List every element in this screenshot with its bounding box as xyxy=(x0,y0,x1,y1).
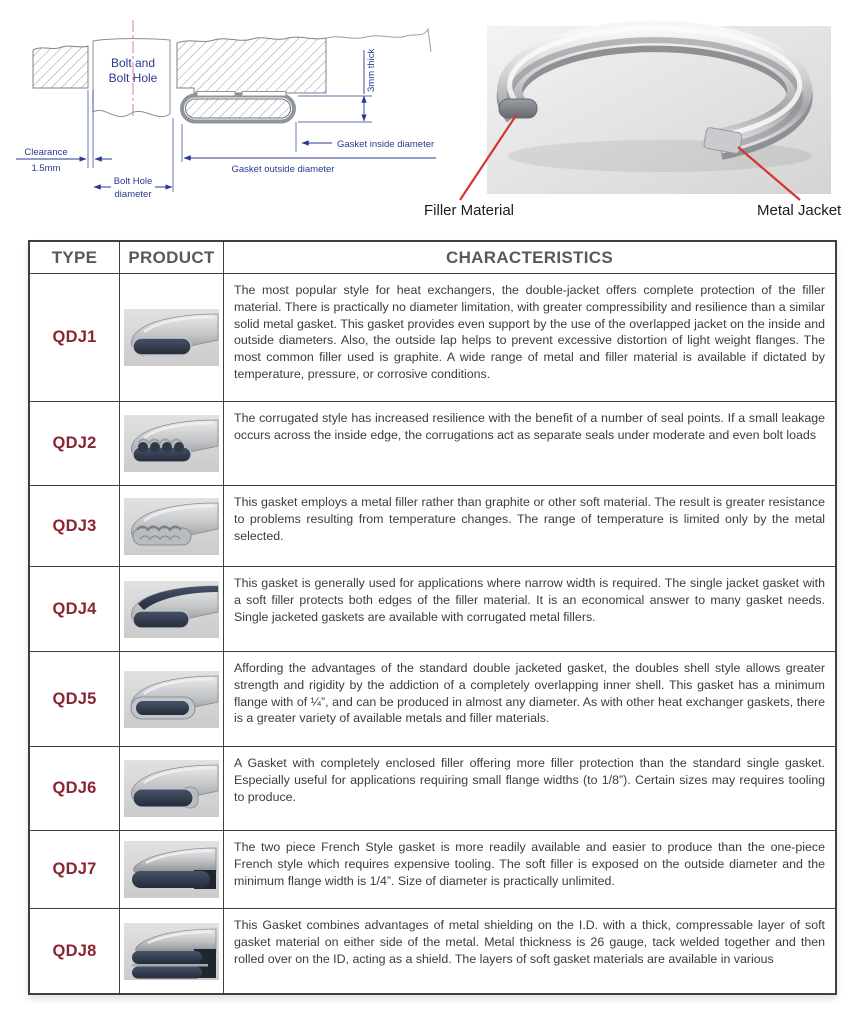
table-row xyxy=(30,651,835,746)
filler-material-label: Filler Material xyxy=(424,202,515,219)
product-cell xyxy=(119,274,223,401)
clearance-label-line1: Clearance xyxy=(24,147,68,158)
product-cell xyxy=(119,909,223,993)
product-image xyxy=(124,923,219,980)
flange-gasket-diagram xyxy=(0,0,440,230)
type-label: QDJ8 xyxy=(52,941,97,960)
bolt-hole-dia-line2: diameter xyxy=(114,189,152,200)
thickness-label: 3mm thick xyxy=(366,48,377,92)
metal-shielded-gasket-icon xyxy=(124,924,219,979)
filler-end-block xyxy=(499,99,537,118)
bolt-hole-dia-line1: Bolt Hole xyxy=(113,176,153,187)
gasket-top-lip-right xyxy=(242,92,286,97)
type-label: QDJ5 xyxy=(52,689,97,708)
gasket-ring-photo xyxy=(420,14,860,226)
characteristics-text: This Gasket combines advantages of metal shielding on the I.D. with a thick, compressable layer of soft gasket material on either side of the metal. Metal thickness is 26 gauge, tack welded together and then rolled over on the ID, acting as a shield. The layers of soft gasket materials are available in various xyxy=(223,909,835,993)
product-image xyxy=(124,498,219,555)
characteristics-text: This gasket employs a metal filler rather than graphite or other soft material. The result is greater resistance to problems resulting from temperature changes. The range of temperature is limited only by the metal selected. xyxy=(223,486,835,566)
bolt-label-line2: Bolt Hole xyxy=(108,71,158,85)
gasket-ring-render xyxy=(420,14,860,226)
break-line xyxy=(326,29,431,52)
product-image xyxy=(124,671,219,728)
type-label: QDJ1 xyxy=(52,328,97,346)
type-label: QDJ7 xyxy=(52,860,97,878)
product-image xyxy=(124,760,219,817)
table-row xyxy=(30,908,835,993)
type-label: QDJ2 xyxy=(52,434,97,452)
left-flange-section xyxy=(33,46,88,88)
header-characteristics: CHARACTERISTICS xyxy=(223,242,835,273)
double-jacketed-gasket-icon xyxy=(124,310,219,365)
metal-filled-corrugated-gasket-icon xyxy=(124,499,219,554)
table-row xyxy=(30,746,835,830)
characteristics-text: The corrugated style has increased resilience with the benefit of a number of seal points. If a small leakage occurs across the inside edge, the corrugations act as separate seals under moderate and even bolt loads xyxy=(223,402,835,485)
header-product: PRODUCT xyxy=(119,242,223,273)
double-shell-gasket-icon xyxy=(124,672,219,727)
header-type: TYPE xyxy=(51,247,98,267)
table-row xyxy=(30,401,835,485)
gasket-outside-label: Gasket outside diameter xyxy=(231,164,335,175)
characteristics-text: The two piece French Style gasket is more readily available and easier to produce than the one-piece French style which requires expensive tooling. The soft filler is exposed on the outside diameter and the minimum flange width is 1/4”. Size of diameter is practically unlimited. xyxy=(223,831,835,908)
characteristics-text: Affording the advantages of the standard double jacketed gasket, the doubles shell style allows greater strength and rigidity by the addiction of a completely overlapping inner shell. This gasket has a minimum flange with of ¼”, and can be produced in almost any diameter. As with other heat exchanger gaskets, there is a greater variety of available metals and filler materials. xyxy=(223,652,835,746)
product-image xyxy=(124,309,219,366)
gasket-filler-hatch xyxy=(186,99,291,118)
table-row xyxy=(30,566,835,651)
product-cell xyxy=(119,402,223,485)
product-image xyxy=(124,581,219,638)
characteristics-text: This gasket is generally used for applications where narrow width is required. The single jacket gasket with a soft filler protects both edges of the filler material. It is an economical answer to many gasket needs. Single jacketed gaskets are available with corrugated metal fillers. xyxy=(223,567,835,651)
product-image xyxy=(124,415,219,472)
characteristics-text: A Gasket with completely enclosed filler offering more filler protection than the standard single gasket. Especially useful for applications requiring small flange widths (to 1/8”). Certain sizes may requires tooling to produce. xyxy=(223,747,835,830)
bolt-label-line1: Bolt and xyxy=(110,56,156,70)
product-cell xyxy=(119,486,223,566)
type-label: QDJ3 xyxy=(52,516,97,535)
clearance-label-line2: 1.5mm xyxy=(31,163,61,174)
gasket-types-table xyxy=(28,240,837,995)
gasket-inside-label: Gasket inside diameter xyxy=(337,139,435,150)
flange-diagram-drawing xyxy=(0,0,440,230)
table-header-row xyxy=(30,242,835,273)
right-flange-section xyxy=(177,37,326,93)
enclosed-filler-gasket-icon xyxy=(124,761,219,816)
table-row xyxy=(30,830,835,908)
type-label: QDJ6 xyxy=(52,779,97,797)
product-cell xyxy=(119,747,223,830)
metal-jacket-label: Metal Jacket xyxy=(757,202,842,219)
characteristics-text: The most popular style for heat exchangers, the double-jacket offers complete protection of the filler material. There is practically no diameter limitation, with greater compressibility and resilience than a similar solid metal gasket. This gasket provides even support by the use of the overlapped jacket on the inside and outside diameters. Also, the outside lap helps to prevent excessive distortion of light weight flanges. The most common filler used is graphite. A wide range of metal and filler material is available if dictated by temperature, pressure, or corrosive conditions. xyxy=(223,274,835,401)
table-row xyxy=(30,485,835,566)
corrugated-double-jacketed-gasket-icon xyxy=(124,416,219,471)
table-row xyxy=(30,273,835,401)
product-image xyxy=(124,841,219,898)
product-cell xyxy=(119,567,223,651)
type-label: QDJ4 xyxy=(52,599,97,618)
dimension-gasket-inside xyxy=(296,122,332,152)
product-cell xyxy=(119,652,223,746)
single-jacketed-gasket-icon xyxy=(124,582,219,637)
gasket-top-lip-left xyxy=(197,92,235,97)
french-style-gasket-icon xyxy=(124,842,219,897)
product-cell xyxy=(119,831,223,908)
